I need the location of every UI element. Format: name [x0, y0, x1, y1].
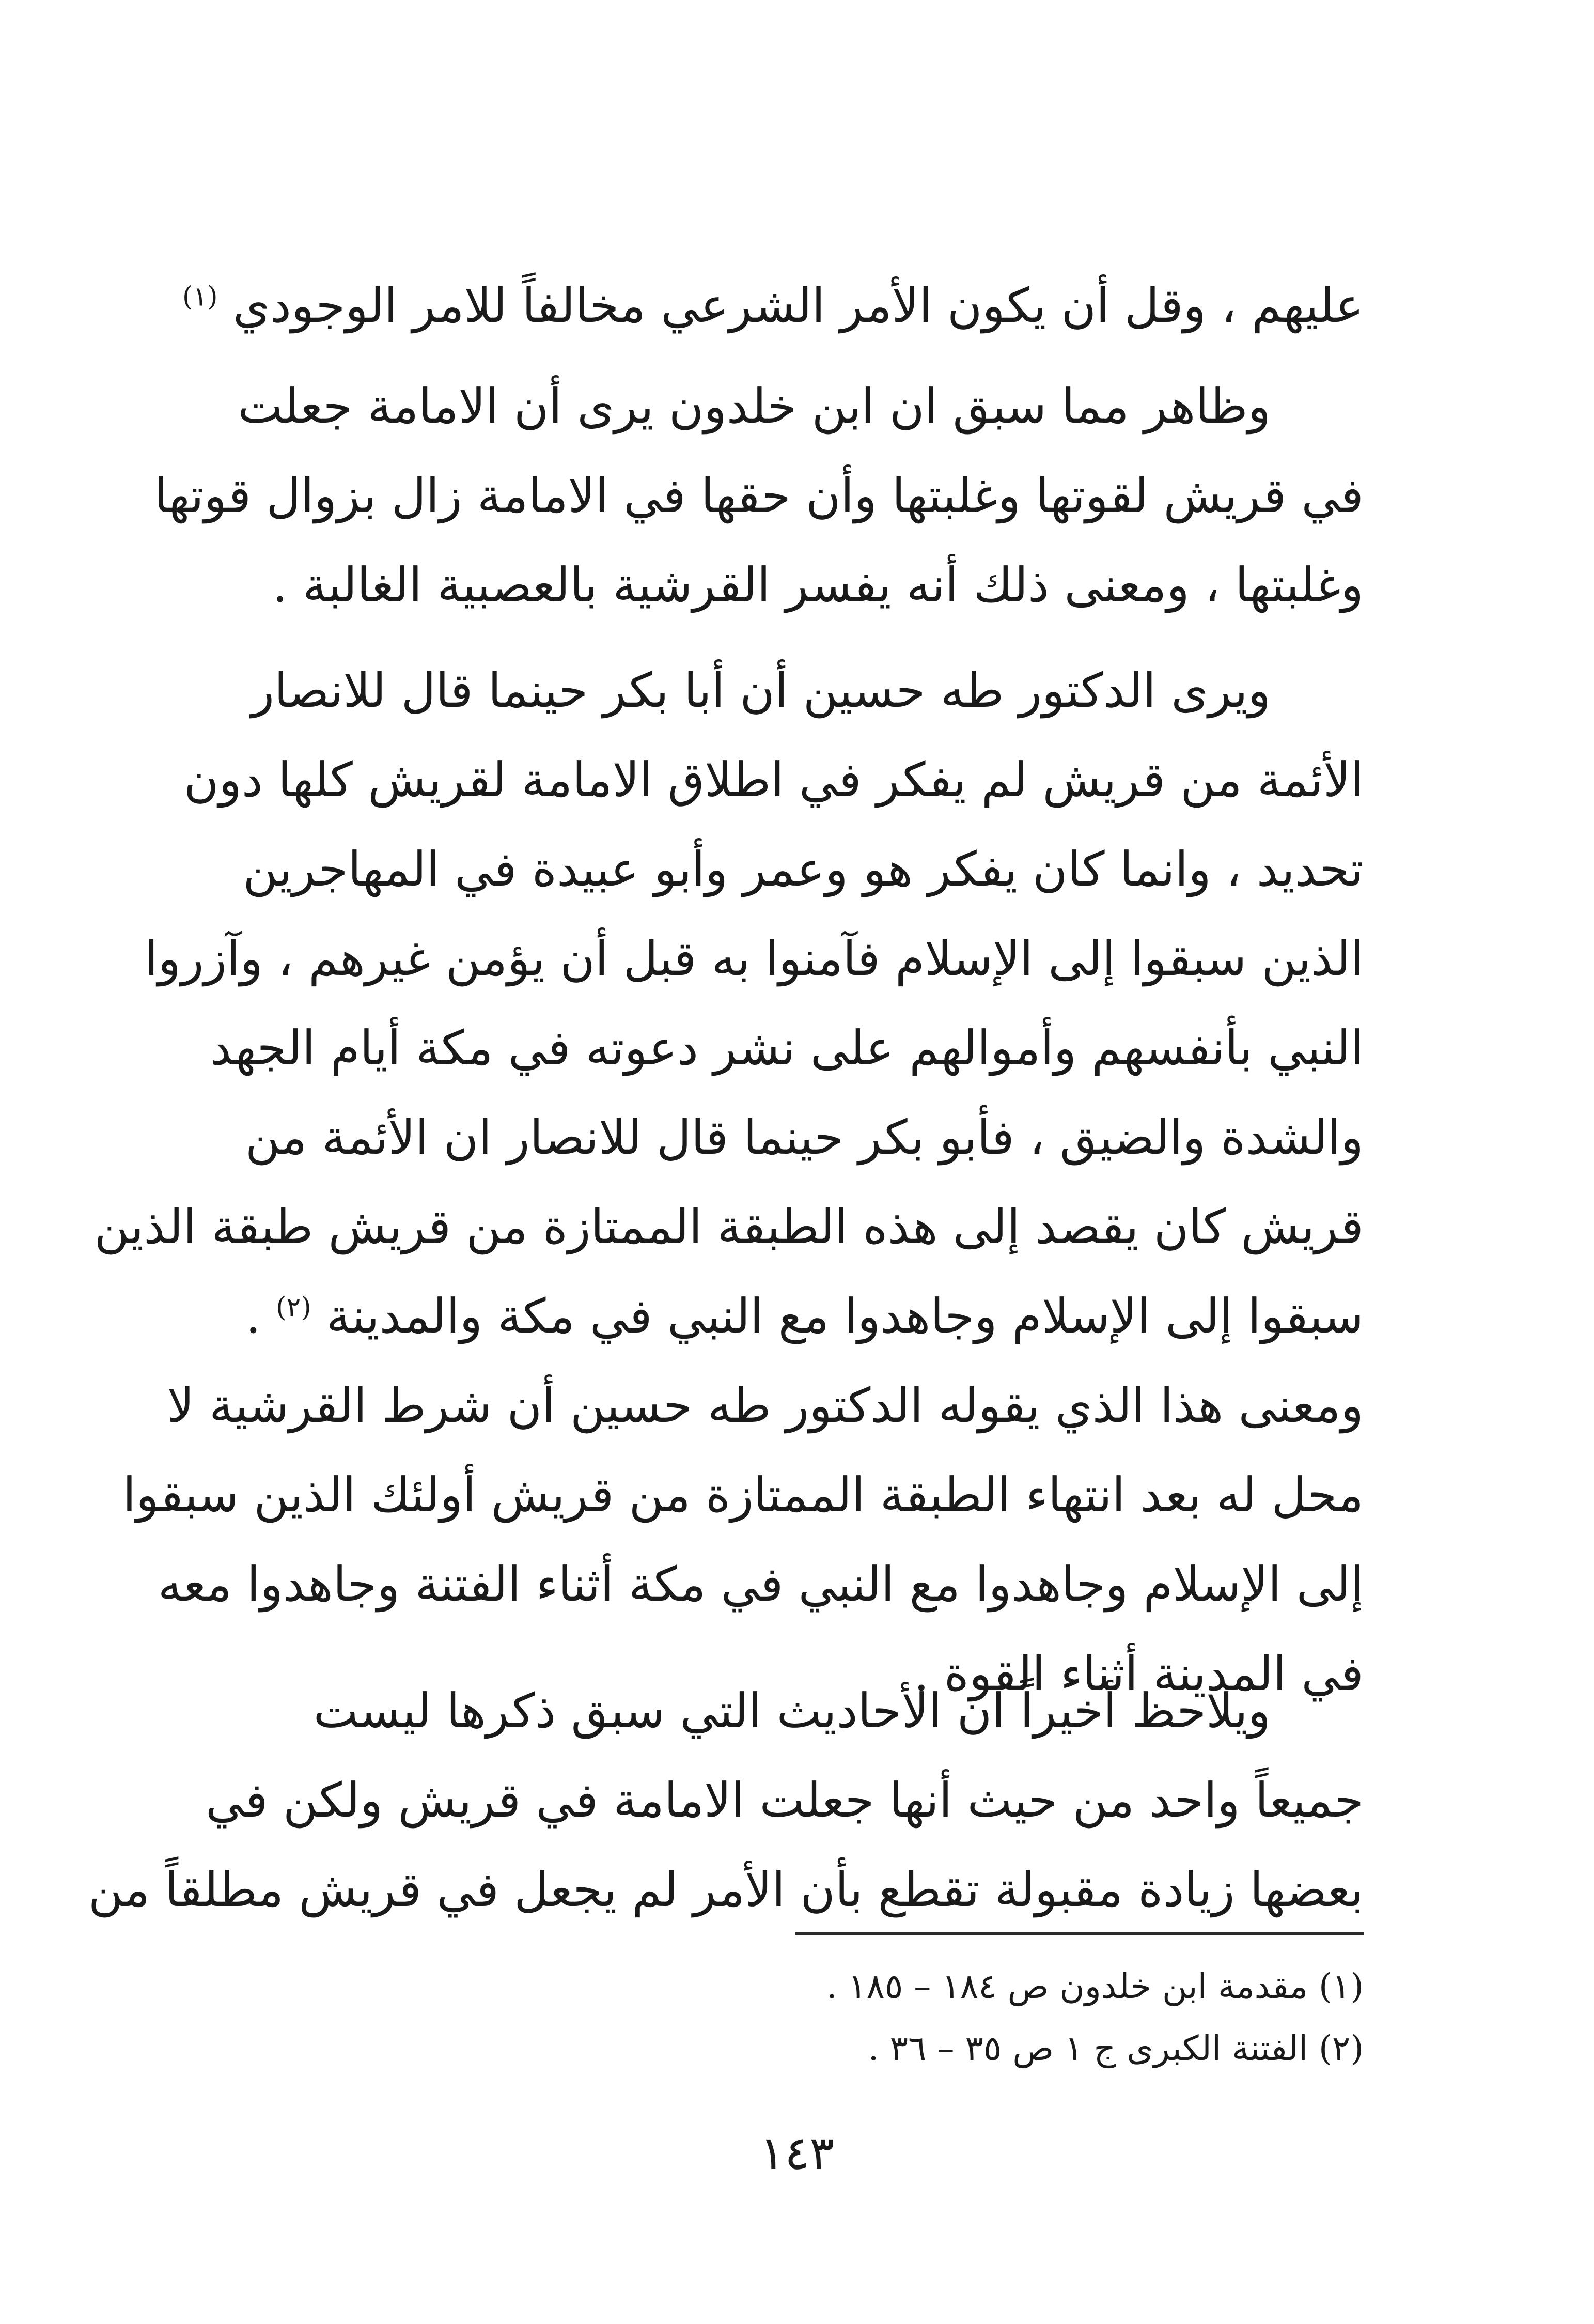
text-line: والشدة والضيق ، فأبو بكر حينما قال للانصار ان الأئمة من	[245, 1110, 1364, 1165]
text-line: وغلبتها ، ومعنى ذلك أنه يفسر القرشية بالعصبية الغالبة .	[272, 557, 1364, 613]
paragraph	[94, 646, 1364, 1718]
text-line: ومعنى هذا الذي يقوله الدكتور طه حسين أن شرط القرشية لا	[167, 1378, 1364, 1433]
footnote-reference: (١)	[182, 281, 218, 313]
text-line	[245, 1272, 1364, 1361]
text-line: إلى الإسلام وجاهدوا مع النبي في مكة أثناء الفتنة وجاهدوا معه	[158, 1557, 1364, 1612]
text-line	[182, 261, 1364, 350]
text-line: ويلاحظ أخيراً ان الأحاديث التي سبق ذكرها ليست	[313, 1683, 1271, 1739]
text-line-content: عليهم ، وقل أن يكون الأمر الشرعي مخالفاً للامر الوجودي	[232, 278, 1364, 333]
footnote-separator	[795, 1932, 1364, 1935]
text-line: محل له بعد انتهاء الطبقة الممتازة من قريش أولئك الذين سبقوا	[122, 1467, 1364, 1523]
carryover-line	[182, 261, 1364, 350]
text-line: قريش كان يقصد إلى هذه الطبقة الممتازة من قريش طبقة الذين	[94, 1199, 1364, 1254]
text-line: بعضها زيادة مقبولة تقطع بأن الأمر لم يجعل في قريش مطلقاً من	[88, 1862, 1364, 1917]
text-line: الأئمة من قريش لم يفكر في اطلاق الامامة لقريش كلها دون	[183, 752, 1364, 808]
text-line: في المدينة أثناء القوة .	[914, 1646, 1364, 1701]
paragraph	[154, 362, 1364, 630]
footnote: (١) مقدمة ابن خلدون ص ١٨٤ – ١٨٥ .	[826, 1966, 1364, 2006]
text-line: الذين سبقوا إلى الإسلام فآمنوا به قبل أن يؤمن غيرهم ، وآزروا	[145, 931, 1364, 986]
text-line: ويرى الدكتور طه حسين أن أبا بكر حينما قال للانصار	[251, 663, 1271, 718]
text-line: تحديد ، وانما كان يفكر هو وعمر وأبو عبيدة في المهاجرين	[243, 842, 1364, 897]
page-number: ١٤٣	[759, 2126, 835, 2180]
text-line-content: سبقوا إلى الإسلام وجاهدوا مع النبي في مكة والمدينة	[326, 1289, 1364, 1344]
text-line: جميعاً واحد من حيث أنها جعلت الامامة في قريش ولكن في	[206, 1773, 1364, 1828]
footnotes	[279, 1956, 1364, 2080]
text-line: في قريش لقوتها وغلبتها وأن حقها في الامامة زال بزوال قوتها	[154, 468, 1364, 523]
text-line: وظاهر مما سبق ان ابن خلدون يرى أن الامامة جعلت	[238, 379, 1271, 434]
paragraph	[88, 1666, 1364, 1934]
text-line: النبي بأنفسهم وأموالهم على نشر دعوته في مكة أيام الجهد	[210, 1020, 1364, 1076]
footnote-reference: (٢)	[276, 1292, 311, 1323]
line-end-punctuation: .	[245, 1289, 276, 1344]
footnote: (٢) الفتنة الكبرى ج ١ ص ٣٥ – ٣٦ .	[868, 2028, 1364, 2068]
